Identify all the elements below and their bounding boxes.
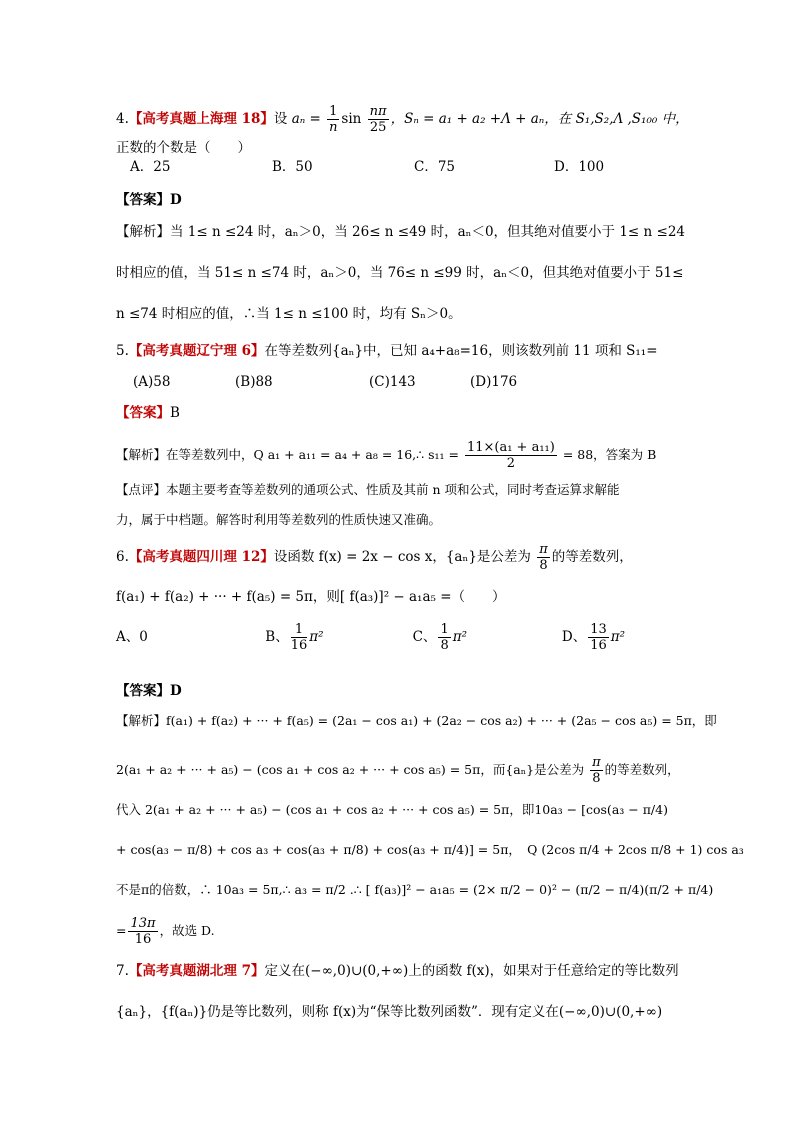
q4-stem-prefix: 设 xyxy=(273,111,288,127)
q4-option-b: B．50 xyxy=(272,159,313,175)
q6-number: 6. xyxy=(116,549,129,565)
q6-analysis-line6: = $\frac{13\pi}{16}$ ，故选 D. xyxy=(116,916,215,947)
q5-answer xyxy=(116,403,684,423)
q6-analysis-line1: 【解析】f(a₁) + f(a₂) + ··· + f(a₅) = (2a₁ − cos a₁) + (2a₂ − cos a₂) + ··· + (2a₅ − cos a₅) = 5π，即 xyxy=(116,713,717,728)
q5-analysis xyxy=(116,440,684,471)
q5-comment-line1: 【点评】本题主要考查等差数列的通项公式、性质及其前 n 项和公式，同时考查运算求解能 xyxy=(116,482,620,497)
q5-option-d: (D)176 xyxy=(470,374,518,390)
q6-stem-line2: f(a₁) + f(a₂) + ··· + f(a₅) = 5π，则[ f(a₃)]² − a₁a₅ =（ ） xyxy=(116,589,506,605)
q6-option-b: B、 $\frac{1}{16}$ π² xyxy=(265,622,324,653)
q7-stem-line1 xyxy=(116,961,684,981)
q5-options xyxy=(133,372,684,392)
q5-analysis-frac: $\frac{\text{11×(a₁ + a₁₁)}}{2}$ xyxy=(466,440,555,471)
q4-number: 4. xyxy=(116,111,129,127)
q4-analysis-line1: 【解析】当 1≤ n ≤24 时，aₙ＞0，当 26≤ n ≤49 时，aₙ＜0，但其绝对值要小于 1≤ n ≤24 xyxy=(116,224,686,240)
q6-stem-a: 设函数 f(x) = 2x − cos x，{aₙ}是公差为 xyxy=(273,549,531,565)
q6-stem-line1 xyxy=(116,542,684,573)
q4-options xyxy=(130,157,684,177)
q5-answer-label: 【答案】 xyxy=(116,405,170,421)
q6-source: 【高考真题四川理 12】 xyxy=(128,549,274,565)
q4-frac1: $\frac{1}{n}$ xyxy=(329,104,338,135)
q6-options xyxy=(116,622,684,653)
q6-analysis-line2-frac: $\frac{\pi}{8}$ xyxy=(592,755,601,786)
q6-option-c: C、 $\frac{1}{8}$ π² xyxy=(412,622,468,653)
q6-analysis-line5: 不是π的倍数，∴ 10a₃ = 5π,∴ a₃ = π/2 .∴ [ f(a₃)]² − a₁a₅ = (2× π/2 − 0)² − (π/2 − π/4)(π/2 + π/4) xyxy=(116,882,714,897)
q6-analysis-line2-b: 的等差数列， xyxy=(604,762,680,777)
q6-answer: 【答案】D xyxy=(116,683,182,699)
q7-number: 7. xyxy=(116,963,129,979)
q7-source: 【高考真题湖北理 7】 xyxy=(128,963,265,979)
q6-result-frac: $\frac{13\pi}{16}$ xyxy=(130,916,156,947)
q5-stem xyxy=(116,341,684,361)
q4-analysis-line3: n ≤74 时相应的值，∴当 1≤ n ≤100 时，均有 Sₙ＞0。 xyxy=(116,306,462,322)
q5-analysis-suffix: = 88，答案为 B xyxy=(562,447,657,462)
q4-option-d: D．100 xyxy=(554,159,605,175)
q5-option-c: (C)143 xyxy=(369,374,416,390)
q5-number: 5. xyxy=(116,343,129,359)
q4-stem-line2: 正数的个数是（ ） xyxy=(116,140,251,156)
q5-option-b: (B)88 xyxy=(235,374,273,390)
q5-source: 【高考真题辽宁理 6】 xyxy=(128,343,265,359)
q6-option-d: D、 $\frac{13}{16}$ π² xyxy=(561,622,626,653)
q4-frac2: $\frac{n\pi}{25}$ xyxy=(369,104,387,135)
q6-stem-frac: $\frac{\pi}{8}$ xyxy=(539,542,548,573)
q4-sn-def: ，Sₙ = a₁ + a₂ +Λ + aₙ，在 S₁,S₂,Λ ,S₁₀₀ 中， xyxy=(390,111,689,127)
q4-option-a: A．25 xyxy=(130,159,171,175)
q6-analysis-line2-a: 2(a₁ + a₂ + ··· + a₅) − (cos a₁ + cos a₂ + ··· + cos a₅) = 5π，而{aₙ}是公差为 xyxy=(116,762,585,777)
q5-stem-text: 在等差数列{aₙ}中，已知 a₄+a₈=16，则该数列前 11 项和 S₁₁= xyxy=(264,343,658,359)
q4-sin: sin xyxy=(341,111,362,127)
q4-an: a xyxy=(291,111,300,127)
q5-option-a: (A)58 xyxy=(133,374,171,390)
q4-analysis-line2: 时相应的值，当 51≤ n ≤74 时，aₙ＞0，当 76≤ n ≤99 时，aₙ＜0，但其绝对值要小于 51≤ xyxy=(116,265,684,281)
q5-answer-value: B xyxy=(170,405,180,421)
q6-analysis-line4: + cos(a₃ − π/8) + cos a₃ + cos(a₃ + π/8) + cos(a₃ + π/4)] = 5π， Q (2cos π/4 + 2cos π/8 + 1) cos a₃ xyxy=(116,842,744,857)
q5-analysis-prefix: 【解析】在等差数列中，Q a₁ + a₁₁ = a₄ + a₈ = 16,∴ s₁₁ = xyxy=(116,447,459,462)
q6-option-a: A、0 xyxy=(116,629,148,645)
q6-analysis-line3: 代入 2(a₁ + a₂ + ··· + a₅) − (cos a₁ + cos a₂ + ··· + cos a₅) = 5π，即10a₃ − [cos(a₃ − π/4) xyxy=(116,802,668,817)
q7-stem-text1: 定义在(−∞,0)∪(0,+∞)上的函数 f(x)，如果对于任意给定的等比数列 xyxy=(264,963,679,979)
q6-analysis-line2 xyxy=(116,755,684,786)
q6-result-suffix: ，故选 D. xyxy=(159,923,215,938)
q7-stem-line2: {aₙ}，{f(aₙ)}仍是等比数列，则称 f(x)为“保等比数列函数”．现有定义在(−∞,0)∪(0,+∞) xyxy=(116,1004,663,1020)
q4-option-c: C．75 xyxy=(414,159,456,175)
q4-stem-line1: 4.【高考真题上海理 18】设 aₙ = $\frac{1}{n}$ sin $\frac{n\pi}{25}$ ，Sₙ = a₁ + a₂ +Λ + aₙ，在 S₁,S₂,Λ ,S₁₀₀ 中， xyxy=(116,104,689,135)
q5-comment-line2: 力，属于中档题。解答时利用等差数列的性质快速又准确。 xyxy=(116,512,442,527)
q4-source: 【高考真题上海理 18】 xyxy=(128,111,274,127)
q6-stem-b: 的等差数列， xyxy=(551,549,633,565)
q4-answer: 【答案】D xyxy=(116,192,182,208)
